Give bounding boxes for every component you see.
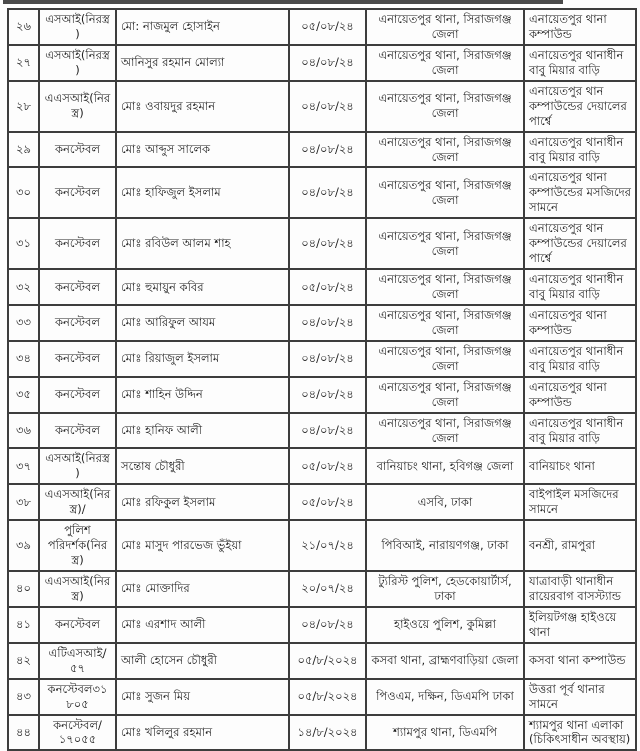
table-row [8, 607, 636, 643]
name-cell: আলী হোসেন চৌধুরী [116, 643, 289, 679]
serial-cell: ৪২ [8, 643, 39, 679]
unit-cell: এনায়েতপুর থানা, সিরাজগঞ্জ জেলা [366, 132, 524, 168]
name-cell: মোঃ হাফিজুল ইসলাম [116, 167, 289, 218]
unit-cell: এনায়েতপুর থানা, সিরাজগঞ্জ জেলা [366, 9, 524, 45]
unit-cell: এনায়েতপুর থানা, সিরাজগঞ্জ জেলা [366, 341, 524, 377]
serial-cell: ৩৮ [8, 484, 39, 520]
unit-cell: এনায়েতপুর থানা, সিরাজগঞ্জ জেলা [366, 45, 524, 81]
date-cell: ০৫/০৮/২৪ [289, 448, 366, 484]
rank-cell: পুলিশ পরিদর্শক(নিরস্ত্র) [39, 520, 116, 571]
date-cell: ০৫/৮/২০২৪ [289, 679, 366, 715]
rank-cell: এসআই(নিরস্ত্র) [39, 45, 116, 81]
name-cell: মোঃ রিয়াজুল ইসলাম [116, 341, 289, 377]
name-cell: মোঃ শাহিন উদ্দিন [116, 377, 289, 413]
unit-cell: এসবি, ঢাকা [366, 484, 524, 520]
serial-cell: ৪১ [8, 607, 39, 643]
table-row [8, 81, 636, 132]
rank-cell: কনস্টেবল [39, 218, 116, 269]
table-row [8, 45, 636, 81]
name-cell: মোঃ রফিকুল ইসলাম [116, 484, 289, 520]
serial-cell: ৩৩ [8, 305, 39, 341]
location-cell: বানিয়াচং থানা [524, 448, 636, 484]
date-cell: ০৪/০৮/২৪ [289, 132, 366, 168]
table-row [8, 132, 636, 168]
name-cell: মোঃ ওবায়দুর রহমান [116, 81, 289, 132]
location-cell: এনায়েতপুর থানাধীন বাবু মিয়ার বাড়ি [524, 132, 636, 168]
name-cell: মোঃ মাসুদ পারভেজ ভুঁইয়া [116, 520, 289, 571]
unit-cell: এনায়েতপুর থানা, সিরাজগঞ্জ জেলা [366, 413, 524, 449]
unit-cell: এনায়েতপুর থানা, সিরাজগঞ্জ জেলা [366, 269, 524, 305]
table-row [8, 643, 636, 679]
name-cell: মোঃ মোক্তাদির [116, 571, 289, 607]
location-cell: এনায়েতপুর থান কম্পাউন্ডের দেয়ালের পার্শ্বে [524, 218, 636, 269]
unit-cell: এনায়েতপুর থানা, সিরাজগঞ্জ জেলা [366, 218, 524, 269]
unit-cell: বানিয়াচং থানা, হবিগঞ্জ জেলা [366, 448, 524, 484]
table-row [8, 269, 636, 305]
rank-cell: এএসআই(নিরস্ত্র) [39, 81, 116, 132]
serial-cell: ৩১ [8, 218, 39, 269]
rank-cell: এএসআই(নিরস্ত্র)/ [39, 484, 116, 520]
name-cell: মোঃ আরিফুল আযম [116, 305, 289, 341]
unit-cell: এনায়েতপুর থানা, সিরাজগঞ্জ জেলা [366, 305, 524, 341]
table-row [8, 305, 636, 341]
date-cell: ০৪/০৮/২৪ [289, 413, 366, 449]
location-cell: এনায়েতপুর থানাধীন বাবু মিয়ার বাড়ি [524, 341, 636, 377]
table-row [8, 715, 636, 751]
date-cell: ১৪/৮/২০২৪ [289, 715, 366, 751]
location-cell: এনায়েতপুর থানা কম্পাউন্ড [524, 305, 636, 341]
serial-cell: ৩২ [8, 269, 39, 305]
serial-cell: ৩৪ [8, 341, 39, 377]
table-row [8, 484, 636, 520]
serial-cell: ২৬ [8, 9, 39, 45]
serial-cell: ৪৩ [8, 679, 39, 715]
date-cell: ০৫/০৮/২৪ [289, 269, 366, 305]
date-cell: ০৪/০৮/২৪ [289, 81, 366, 132]
personnel-roster-table [7, 8, 637, 751]
location-cell: এনায়েতপুর থানাধীন বাবু মিয়ার বাড়ি [524, 269, 636, 305]
rank-cell: এসআই(নিরস্ত্র) [39, 9, 116, 45]
unit-cell: ট্যুরিস্ট পুলিশ, হেডকোয়ার্টার্স, ঢাকা [366, 571, 524, 607]
name-cell: মোঃ সুজন মিয় [116, 679, 289, 715]
location-cell: ইলিয়টগঞ্জ হাইওয়ে থানা [524, 607, 636, 643]
table-row [8, 218, 636, 269]
rank-cell: কনস্টেবল [39, 341, 116, 377]
location-cell: এনায়েতপুর থানাধীন বাবু মিয়ার বাড়ি [524, 45, 636, 81]
unit-cell: কসবা থানা, ব্রাহ্মণবাড়িয়া জেলা [366, 643, 524, 679]
location-cell: বনশ্রী, রামপুরা [524, 520, 636, 571]
unit-cell: পিবিআই, নারায়ণগঞ্জ, ঢাকা [366, 520, 524, 571]
location-cell: এনায়েতপুর থানাধীন বাবু মিয়ার বাড়ি [524, 413, 636, 449]
name-cell: মোঃ এরশাদ আলী [116, 607, 289, 643]
date-cell: ০৫/০৮/২৪ [289, 9, 366, 45]
location-cell: এনায়েতপুর থান কম্পাউন্ডের দেয়ালের পার্শ্বে [524, 81, 636, 132]
rank-cell: কনস্টেবল/১৭০৫৫ [39, 715, 116, 751]
serial-cell: ৩০ [8, 167, 39, 218]
table-row [8, 167, 636, 218]
location-cell: শ্যামপুর থানা এলাকা (চিকিৎসাধীন অবস্থায়) [524, 715, 636, 751]
table-row [8, 341, 636, 377]
rank-cell: কনস্টেবল [39, 167, 116, 218]
rank-cell: কনস্টেবল [39, 377, 116, 413]
serial-cell: ৩৯ [8, 520, 39, 571]
date-cell: ০৪/০৮/২৪ [289, 341, 366, 377]
location-cell: এনায়েতপুর থানা কম্পাউন্ড [524, 377, 636, 413]
date-cell: ০৪/০৮/২৪ [289, 167, 366, 218]
serial-cell: ৪৪ [8, 715, 39, 751]
location-cell: কসবা থানা কম্পাউন্ড [524, 643, 636, 679]
unit-cell: পিওএম, দক্ষিন, ডিএমপি ঢাকা [366, 679, 524, 715]
rank-cell: এএসআই(নিরস্ত্র) [39, 571, 116, 607]
location-cell: বাইপাইল মসজিদের সামনে [524, 484, 636, 520]
location-cell: এনায়েতপুর থানা কম্পাউন্ডের মসজিদের সামনে [524, 167, 636, 218]
serial-cell: ৪০ [8, 571, 39, 607]
location-cell: উত্তরা পূর্ব থানার সামনে [524, 679, 636, 715]
name-cell: আনিসুর রহমান মোল্যা [116, 45, 289, 81]
name-cell: মোঃ খলিলুর রহমান [116, 715, 289, 751]
serial-cell: ৩৫ [8, 377, 39, 413]
rank-cell: কনস্টেবল [39, 305, 116, 341]
name-cell: মো: নাজমুল হোসাইন [116, 9, 289, 45]
name-cell: মোঃ আব্দুস সালেক [116, 132, 289, 168]
date-cell: ০৪/০৮/২৪ [289, 607, 366, 643]
table-row [8, 571, 636, 607]
table-row [8, 448, 636, 484]
top-crop-line [3, 0, 563, 4]
name-cell: সন্তোষ চৌধুরী [116, 448, 289, 484]
rank-cell: কনস্টেবল [39, 269, 116, 305]
date-cell: ০৪/০৮/২৪ [289, 305, 366, 341]
unit-cell: এনায়েতপুর থানা, সিরাজগঞ্জ জেলা [366, 377, 524, 413]
date-cell: ০৫/৮/২০২৪ [289, 643, 366, 679]
table-row [8, 413, 636, 449]
personnel-roster-body [8, 9, 636, 750]
table-row [8, 377, 636, 413]
rank-cell: কনস্টেবল৩১৮০৫ [39, 679, 116, 715]
serial-cell: ২৭ [8, 45, 39, 81]
date-cell: ০৪/০৮/২৪ [289, 377, 366, 413]
table-row [8, 520, 636, 571]
rank-cell: এসআই(নিরস্ত্র) [39, 448, 116, 484]
table-row [8, 9, 636, 45]
table-row [8, 679, 636, 715]
name-cell: মোঃ হানিফ আলী [116, 413, 289, 449]
date-cell: ০৫/০৮/২৪ [289, 484, 366, 520]
name-cell: মোঃ রবিউল আলম শাহ [116, 218, 289, 269]
rank-cell: এটিএসআই/৫৭ [39, 643, 116, 679]
unit-cell: শ্যামপুর থানা, ডিএমপি [366, 715, 524, 751]
rank-cell: কনস্টেবল [39, 132, 116, 168]
serial-cell: ২৮ [8, 81, 39, 132]
name-cell: মোঃ হুমায়ুন কবির [116, 269, 289, 305]
rank-cell: কনস্টেবল [39, 607, 116, 643]
rank-cell: কনস্টেবল [39, 413, 116, 449]
location-cell: এনায়েতপুর থানা কম্পাউন্ড [524, 9, 636, 45]
unit-cell: এনায়েতপুর থানা, সিরাজগঞ্জ জেলা [366, 167, 524, 218]
date-cell: ২০/০৭/২৪ [289, 571, 366, 607]
date-cell: ০৪/০৮/২৪ [289, 45, 366, 81]
date-cell: ২১/০৭/২৪ [289, 520, 366, 571]
unit-cell: হাইওয়ে পুলিশ, কুমিল্লা [366, 607, 524, 643]
serial-cell: ৩৭ [8, 448, 39, 484]
serial-cell: ২৯ [8, 132, 39, 168]
date-cell: ০৪/০৮/২৪ [289, 218, 366, 269]
location-cell: যাত্রাবাড়ী থানাধীন রায়েরবাগ বাসস্ট্যান্ড [524, 571, 636, 607]
serial-cell: ৩৬ [8, 413, 39, 449]
unit-cell: এনায়েতপুর থানা, সিরাজগঞ্জ জেলা [366, 81, 524, 132]
